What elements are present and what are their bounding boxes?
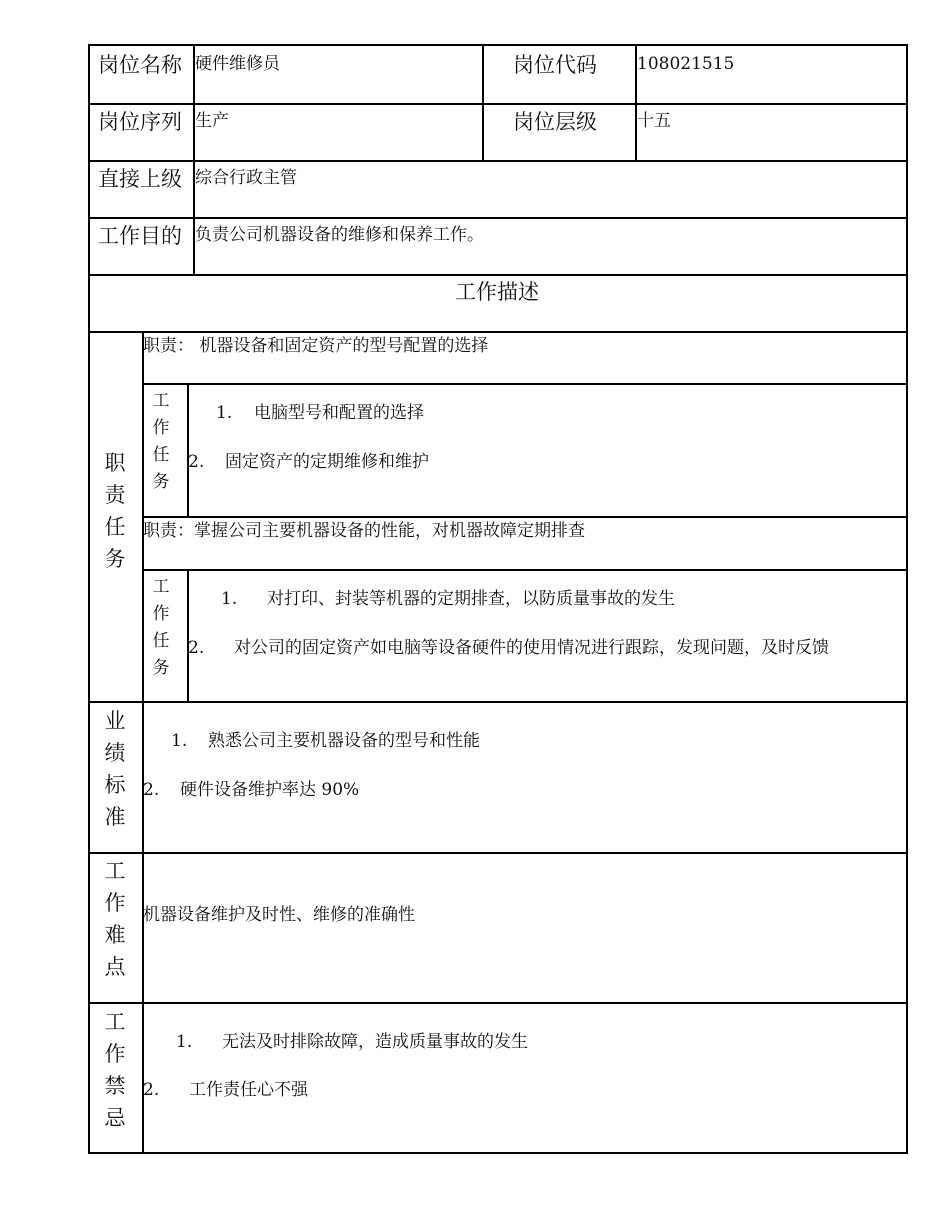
task-item — [221, 591, 675, 608]
superior-label: 直接上级 — [98, 167, 182, 191]
row-divider — [88, 1002, 907, 1004]
row-divider — [88, 160, 907, 162]
item-number: 1. — [176, 1032, 193, 1052]
position-name-label: 岗位名称 — [98, 53, 182, 77]
task-item — [188, 454, 429, 471]
table-border-top — [88, 44, 907, 46]
duties-label: 职责任务 — [104, 451, 126, 571]
task-number: 2. — [188, 638, 205, 658]
item-number: 2. — [143, 1080, 160, 1100]
task-number: 1. — [216, 403, 233, 423]
row-divider — [142, 569, 907, 571]
item-text: 硬件设备维护率达 90% — [180, 780, 360, 800]
purpose-value: 负责公司机器设备的维修和保养工作。 — [195, 225, 484, 245]
task-text: 固定资产的定期维修和维护 — [225, 452, 429, 472]
task-text: 对公司的固定资产如电脑等设备硬件的使用情况进行跟踪，发现问题，及时反馈 — [234, 638, 829, 658]
position-code-label: 岗位代码 — [513, 53, 597, 77]
sequence-value: 生产 — [195, 111, 229, 131]
table-border-bottom — [88, 1152, 907, 1154]
position-name-value: 硬件维修员 — [195, 54, 280, 74]
taboo-item — [143, 1082, 308, 1099]
task-text: 对打印、封装等机器的定期排查，以防质量事故的发生 — [267, 589, 675, 609]
purpose-label: 工作目的 — [98, 224, 182, 248]
duty-heading: 职责： 机器设备和固定资产的型号配置的选择 — [143, 336, 489, 356]
row-divider — [88, 217, 907, 219]
row-divider — [142, 383, 907, 385]
item-number: 2. — [143, 780, 160, 800]
row-divider — [88, 331, 907, 333]
performance-label: 业绩标准 — [104, 709, 126, 829]
task-number: 1. — [221, 589, 238, 609]
col-divider — [187, 569, 189, 702]
task-label: 工作任务 — [152, 391, 170, 492]
level-value: 十五 — [637, 111, 671, 131]
table-border-right — [906, 44, 908, 1154]
item-text: 熟悉公司主要机器设备的型号和性能 — [208, 731, 480, 751]
difficulty-label: 工作难点 — [104, 859, 126, 979]
performance-item — [171, 733, 480, 750]
sequence-label: 岗位序列 — [98, 110, 182, 134]
row-divider — [142, 516, 907, 518]
row-divider — [88, 274, 907, 276]
duty-heading: 职责：掌握公司主要机器设备的性能，对机器故障定期排查 — [143, 521, 585, 541]
performance-item — [143, 782, 359, 799]
position-code-value: 108021515 — [637, 54, 735, 74]
task-text: 电脑型号和配置的选择 — [254, 403, 424, 423]
col-divider — [142, 331, 144, 1153]
item-text: 无法及时排除故障，造成质量事故的发生 — [222, 1032, 528, 1052]
table-border-left — [88, 44, 90, 1154]
superior-value: 综合行政主管 — [195, 168, 297, 188]
level-label: 岗位层级 — [513, 110, 597, 134]
item-text: 工作责任心不强 — [189, 1080, 308, 1100]
row-divider — [88, 701, 907, 703]
row-divider — [88, 103, 907, 105]
difficulty-text: 机器设备维护及时性、维修的准确性 — [143, 905, 415, 925]
taboo-label: 工作禁忌 — [104, 1010, 126, 1130]
section-title: 工作描述 — [455, 280, 539, 304]
taboo-item — [176, 1034, 528, 1051]
task-item — [188, 640, 829, 657]
row-divider — [88, 852, 907, 854]
task-label: 工作任务 — [152, 577, 170, 678]
col-divider — [187, 383, 189, 517]
task-number: 2. — [188, 452, 205, 472]
task-item — [216, 405, 424, 422]
item-number: 1. — [171, 731, 188, 751]
col-divider — [482, 44, 484, 161]
